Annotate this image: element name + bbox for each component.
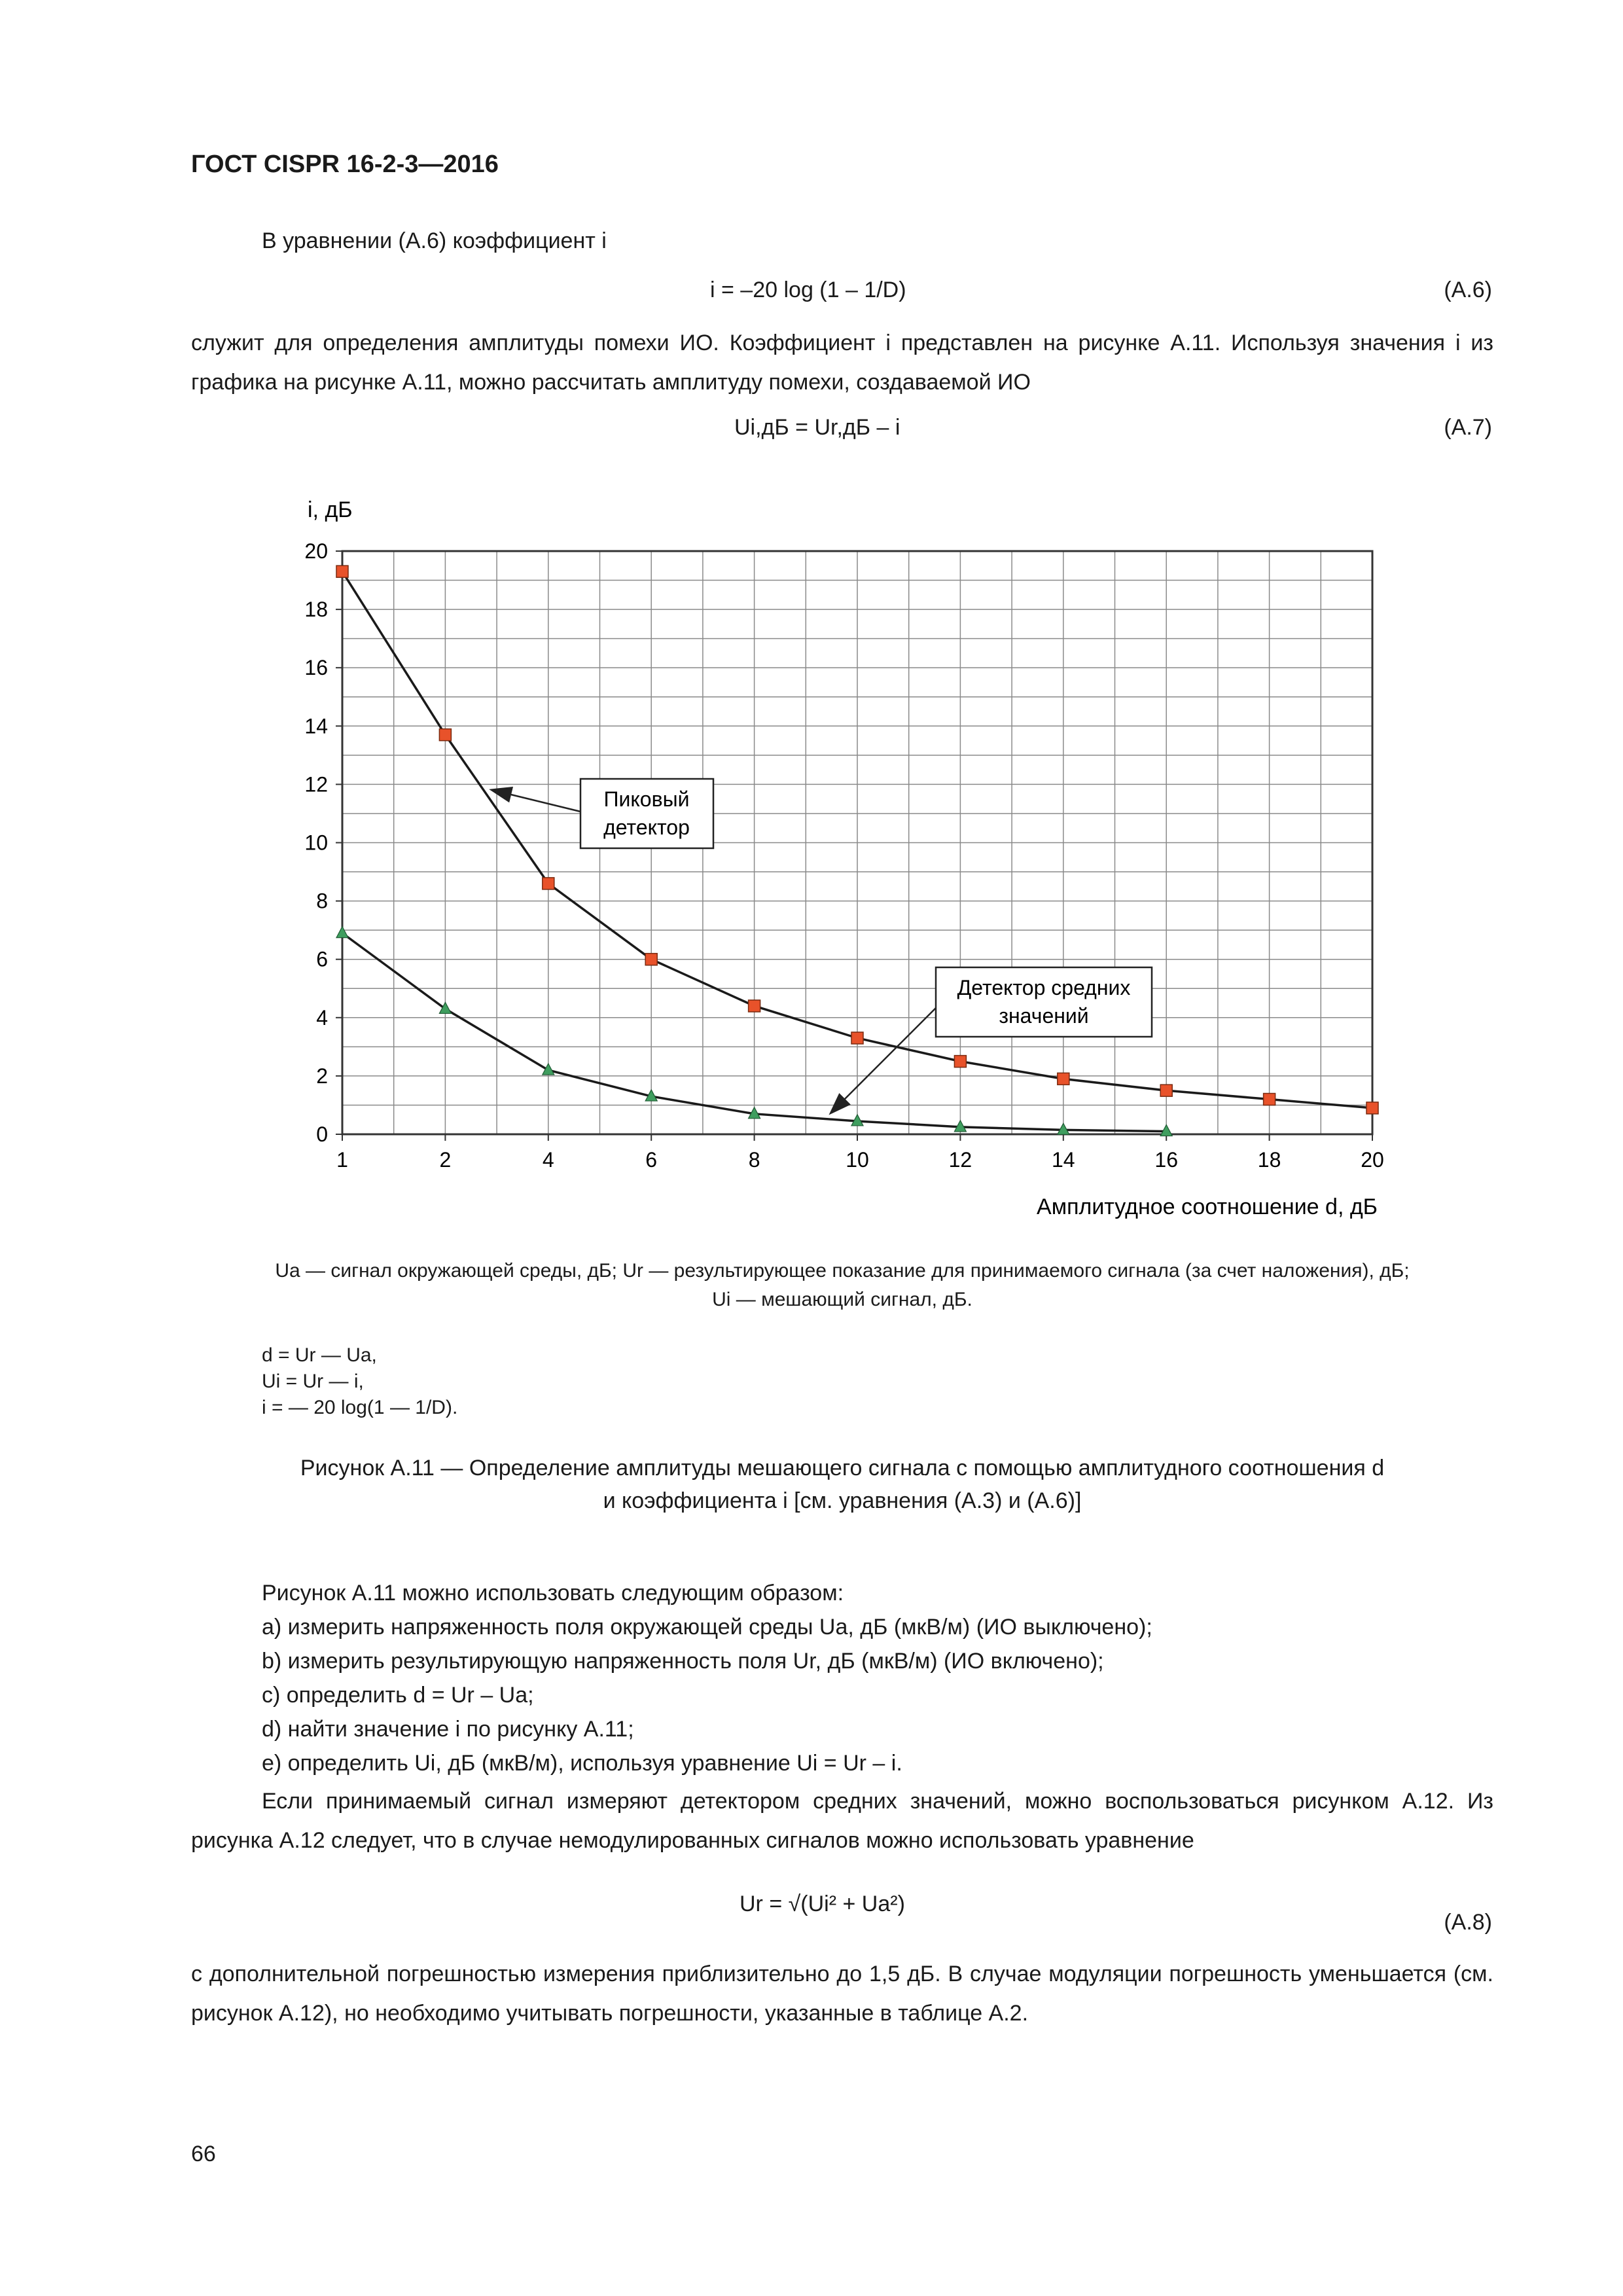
y-tick-label: 20 [304,539,328,563]
data-point-square [1264,1094,1275,1105]
x-tick-label: 20 [1361,1148,1384,1172]
x-tick-label: 10 [846,1148,869,1172]
y-tick-label: 12 [304,772,328,797]
data-point-square [749,1000,760,1012]
chart-legend-line2: Ui — мешающий сигнал, дБ. [712,1289,972,1310]
y-tick-label: 4 [316,1005,328,1030]
data-point-triangle [336,927,348,938]
y-tick-label: 0 [316,1122,328,1146]
y-tick-label: 16 [304,656,328,680]
formula-ui: Ui = Ur — i, [262,1371,364,1392]
x-tick-label: 2 [439,1148,452,1172]
x-tick-label: 12 [948,1148,972,1172]
peak-detector-label-1: Пиковый [603,787,690,811]
equation-a7-number: (А.7) [1444,415,1492,440]
paragraph-2: Если принимаемый сигнал измеряют детектором средних значений, можно воспользоваться рисунком А.12. Из рисунка А.12 следует, что в случае немодулированных сигналов можно использовать уравнение [191,1789,1493,1853]
data-point-square [543,878,554,889]
page-number: 66 [191,2142,216,2166]
x-tick-label: 6 [645,1148,658,1172]
equation-a7: Ui,дБ = Ur,дБ – i [734,415,901,440]
x-tick-label: 8 [748,1148,760,1172]
x-axis-label: Амплитудное соотношение d, дБ [1037,1194,1378,1219]
y-axis-label: i, дБ [308,497,353,522]
x-tick-labels [336,1134,1384,1172]
list-item-d: d) найти значение i по рисунку А.11; [262,1717,634,1742]
list-intro: Рисунок А.11 можно использовать следующим образом: [262,1581,844,1605]
y-tick-label: 10 [304,831,328,855]
average-detector-label-2: значений [999,1004,1089,1028]
y-tick-labels [304,539,342,1146]
paragraph-3: с дополнительной погрешностью измерения приблизительно до 1,5 дБ. В случае модуляции погрешность уменьшается (см. рисунок А.12), но необходимо учитывать погрешности, указанные в таблице А.2. [191,1962,1493,2026]
average-detector-arrow [831,1008,936,1113]
figure-caption-line2: и коэффициента i [см. уравнения (А.3) и (А.6)] [603,1488,1082,1513]
x-tick-label: 16 [1154,1148,1178,1172]
data-point-square [1058,1073,1069,1085]
y-tick-label: 14 [304,714,328,738]
data-point-square [954,1056,966,1067]
data-point-square [439,729,451,741]
paragraph-1: служит для определения амплитуды помехи ИО. Коэффициент i представлен на рисунке А.11. Используя значения i из графика на рисунке А.11, можно рассчитать амплитуду помехи, создаваемой ИО [191,331,1493,395]
data-point-square [1366,1102,1378,1114]
y-tick-label: 6 [316,947,328,971]
data-point-square [851,1032,863,1044]
x-tick-label: 4 [542,1148,554,1172]
list-item-e: e) определить Ui, дБ (мкВ/м), используя уравнение Ui = Ur – i. [262,1751,902,1776]
chart-grid [342,551,1372,1134]
average-detector-label-1: Детектор средних [957,976,1131,999]
figure-caption-line1: Рисунок А.11 — Определение амплитуды мешающего сигнала с помощью амплитудного соотношения d [300,1456,1385,1480]
list-item-a: a) измерить напряженность поля окружающей среды Ua, дБ (мкВ/м) (ИО выключено); [262,1615,1152,1640]
equation-a6-number: (А.6) [1444,278,1492,302]
equation-a6: i = –20 log (1 – 1/D) [710,278,906,302]
document-header: ГОСТ CISPR 16-2-3—2016 [191,151,499,178]
list-item-b: b) измерить результирующую напряженность поля Ur, дБ (мкВ/м) (ИО включено); [262,1649,1104,1674]
x-tick-label: 14 [1052,1148,1075,1172]
x-tick-label: 1 [336,1148,348,1172]
y-tick-label: 8 [316,889,328,913]
x-tick-label: 18 [1257,1148,1281,1172]
list-item-c: c) определить d = Ur – Ua; [262,1683,534,1708]
y-tick-label: 18 [304,598,328,622]
equation-a8: Ur = √(Ui² + Ua²) [740,1892,905,1916]
data-point-square [1160,1085,1172,1096]
chart-legend-line1: Ua — сигнал окружающей среды, дБ; Ur — результирующее показание для принимаемого сигнала (за счет наложения), дБ; [275,1260,1410,1282]
equation-a8-number: (А.8) [1444,1910,1492,1935]
formula-i: i = — 20 log(1 — 1/D). [262,1397,458,1418]
formula-d: d = Ur — Ua, [262,1344,377,1366]
data-point-triangle [439,1002,451,1013]
peak-detector-label-2: детектор [603,816,690,839]
data-point-square [645,954,657,965]
data-point-square [336,565,348,577]
y-tick-label: 2 [316,1064,328,1088]
peak-detector-arrow [492,790,580,812]
intro-text: В уравнении (А.6) коэффициент i [262,228,607,253]
data-point-triangle [543,1064,554,1075]
